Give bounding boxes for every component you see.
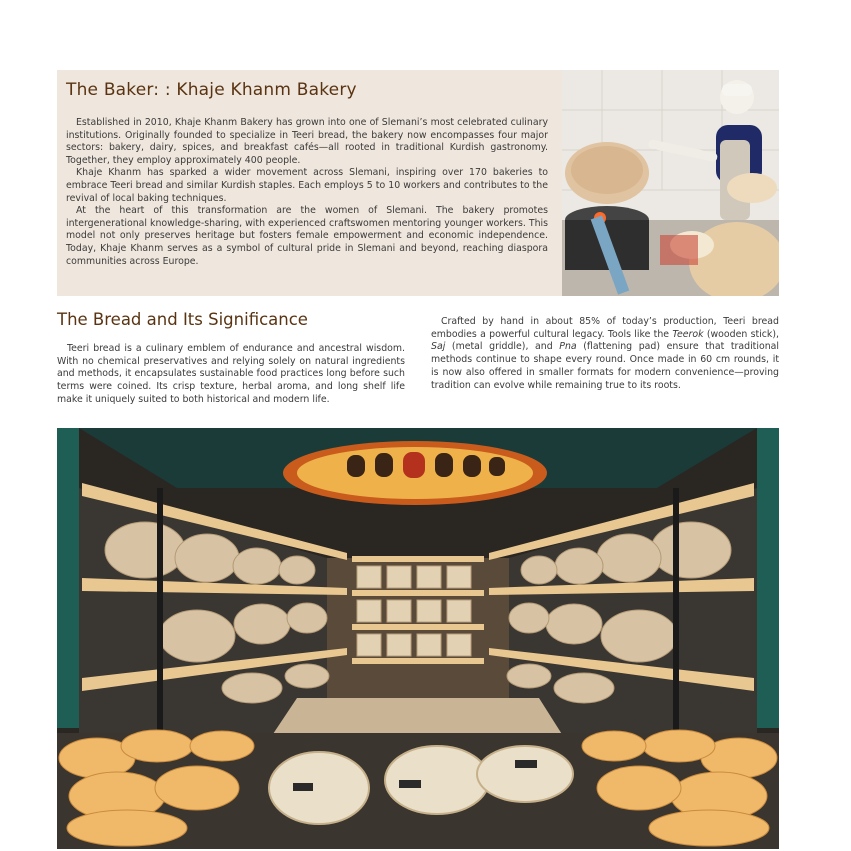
baker-paragraph-3: At the heart of this transformation are the women of Slemani. The bakery promotes intergenerational knowledge-sharing, with experienced craftswomen mentoring younger workers. This model not only preserves heritage but fosters female empowerment and economic independence. Today, Khaje Khanm serves as a symbol of cultural pride in Slemani and beyond, reaching diaspora communities across Europe. [66, 205, 548, 267]
baker-paragraph-1: Established in 2010, Khaje Khanm Bakery has grown into one of Slemani’s most celebrated culinary institutions. Originally founded to specialize in Teeri bread, the bakery now encompasses four major sectors: bakery, dairy, spices, and breakfast cafés—all rooted in traditional Kurdish gastronomy. Together, they employ approximately 400 people. [66, 117, 548, 166]
baker-paragraph-2: Khaje Khanm has sparked a wider movement across Slemani, inspiring over 170 bakeries to embrace Teeri bread and similar Kurdish staples. Each employs 5 to 10 workers and contributes to the revival of local baking techniques. [66, 167, 548, 204]
tool-teerok: Teerok [672, 328, 704, 340]
bread-right-paragraph [431, 316, 779, 392]
baker-section-text [66, 117, 548, 268]
baker-photo [562, 70, 779, 296]
bread-right-text-2: (wooden stick), [703, 328, 779, 340]
bakery-shop-photo [57, 428, 779, 849]
baker-section-title: The Baker: : Khaje Khanm Bakery [66, 80, 357, 100]
bread-right-column [431, 316, 779, 392]
tool-saj: Saj [431, 341, 446, 353]
bread-right-text-4: (flattening pad) ensure that traditional methods continue to shape every round. Once made in 60 cm rounds, it is now also offered in smaller formats for modern convenience—proving tradition can evolve while remaining true to its roots. [431, 341, 779, 391]
bread-left-column [57, 343, 405, 407]
bread-right-text-1: Crafted by hand in about 85% of today’s production, Teeri bread embodies a powerful cultural legacy. Tools like the [431, 316, 779, 340]
bread-right-text-3: (metal griddle), and [445, 341, 560, 353]
tool-pna: Pna [559, 341, 577, 353]
bread-left-paragraph: Teeri bread is a culinary emblem of endurance and ancestral wisdom. With no chemical preservatives and relying solely on natural ingredients and methods, it encapsulates sustainable food practices long before such terms were coined. Its crisp texture, herbal aroma, and long shelf life make it uniquely suited to both historical and modern life. [57, 343, 405, 405]
bread-section-title: The Bread and Its Significance [57, 310, 308, 329]
